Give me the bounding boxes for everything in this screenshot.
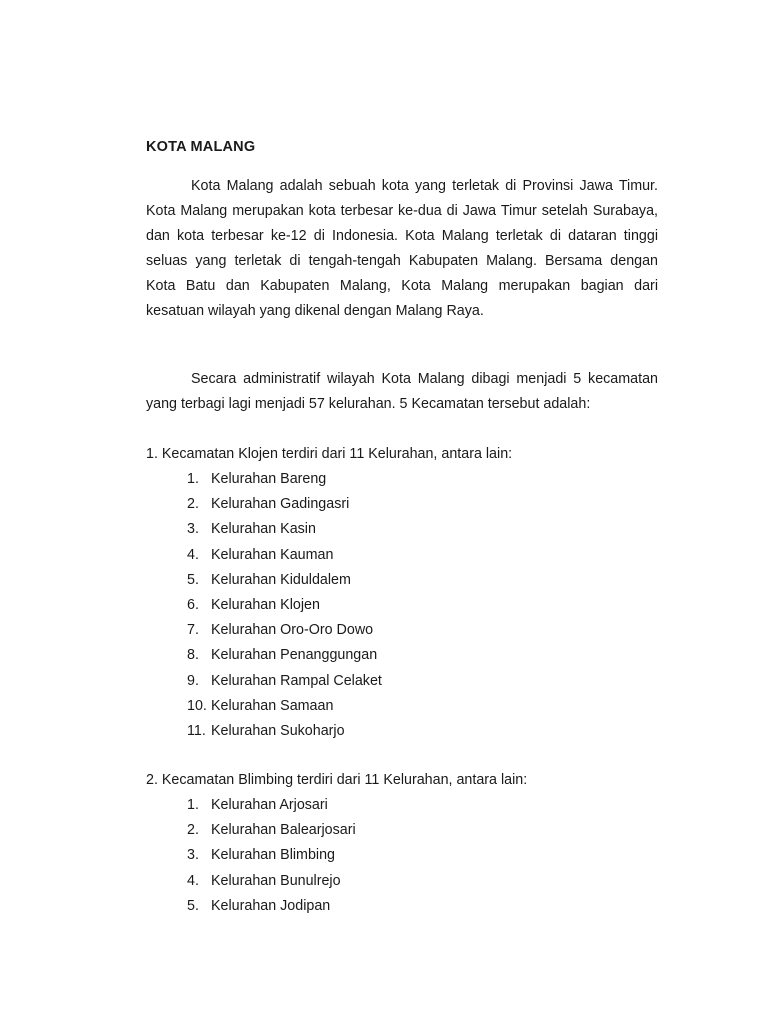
kecamatan-klojen-heading: 1. Kecamatan Klojen terdiri dari 11 Kelurahan, antara lain:: [146, 446, 513, 462]
list-item-label: Kelurahan Samaan: [211, 697, 334, 714]
list-item: [146, 869, 658, 894]
list-item-number: 2.: [187, 496, 199, 513]
list-item-number: 1.: [187, 797, 199, 813]
list-item-label: Kelurahan Klojen: [211, 596, 320, 613]
list-item: [146, 694, 658, 719]
intro-paragraph: Kota Malang adalah sebuah kota yang terletak di Provinsi Jawa Timur. Kota Malang merupakan kota terbesar ke-dua di Jawa Timur setelah Surabaya, dan kota terbesar ke-12 di Indonesia. Kota Malang terletak di dataran tinggi seluas yang terletak di tengah-tengah Kabupaten Malang. Bersama dengan Kota Batu dan Kabupaten Malang, Kota Malang merupakan bagian dari kesatuan wilayah yang dikenal dengan Malang Raya.: [146, 178, 658, 319]
list-item: [146, 543, 658, 568]
list-item-number: 4.: [187, 872, 199, 889]
list-item-number: 7.: [187, 622, 199, 639]
list-item-label: Kelurahan Blimbing: [211, 847, 335, 864]
list-item: [146, 719, 658, 744]
list-item-label: Kelurahan Rampal Celaket: [211, 672, 382, 689]
list-item-number: 5.: [187, 897, 199, 914]
list-item: [146, 793, 658, 818]
list-item-label: Kelurahan Bunulrejo: [211, 872, 341, 889]
list-item: [146, 517, 658, 542]
list-item: [146, 492, 658, 517]
list-item: [146, 818, 658, 843]
administrative-paragraph: Secara administratif wilayah Kota Malang dibagi menjadi 5 kecamatan yang terbagi lagi menjadi 57 kelurahan. 5 Kecamatan tersebut adalah:: [146, 371, 658, 412]
list-item-number: 3.: [187, 521, 199, 538]
list-item: [146, 593, 658, 618]
list-item: [146, 568, 658, 593]
list-item-label: Kelurahan Oro-Oro Dowo: [211, 622, 374, 639]
list-item-number: 6.: [187, 596, 199, 613]
list-item-number: 2.: [187, 822, 199, 839]
list-item-number: 5.: [187, 571, 199, 588]
list-item-number: 10.: [187, 697, 207, 714]
list-item-label: Kelurahan Sukoharjo: [211, 722, 345, 739]
list-item: [146, 467, 658, 492]
list-item: [146, 618, 658, 643]
list-item: [146, 843, 658, 868]
list-item-label: Kelurahan Kasin: [211, 521, 316, 538]
list-item-number: 8.: [187, 647, 199, 664]
list-item-number: 1.: [187, 471, 199, 487]
list-item-label: Kelurahan Kauman: [211, 546, 334, 563]
kelurahan-list-blimbing: [146, 793, 658, 919]
list-item-number: 11.: [187, 722, 206, 739]
list-item: [146, 894, 658, 919]
kelurahan-list-klojen: [146, 467, 658, 744]
list-item-number: 3.: [187, 847, 199, 864]
list-item: [146, 643, 658, 668]
list-item-number: 9.: [187, 672, 199, 689]
kecamatan-blimbing-heading: 2. Kecamatan Blimbing terdiri dari 11 Kelurahan, antara lain:: [146, 772, 528, 788]
list-item-label: Kelurahan Bareng: [211, 471, 327, 487]
document-title: KOTA MALANG: [146, 139, 256, 155]
list-item-label: Kelurahan Balearjosari: [211, 822, 356, 839]
list-item-label: Kelurahan Gadingasri: [211, 496, 350, 513]
list-item-label: Kelurahan Arjosari: [211, 797, 328, 813]
list-item-number: 4.: [187, 546, 199, 563]
list-item: [146, 669, 658, 694]
list-item-label: Kelurahan Kiduldalem: [211, 571, 351, 588]
list-item-label: Kelurahan Penanggungan: [211, 647, 378, 664]
list-item-label: Kelurahan Jodipan: [211, 897, 331, 914]
